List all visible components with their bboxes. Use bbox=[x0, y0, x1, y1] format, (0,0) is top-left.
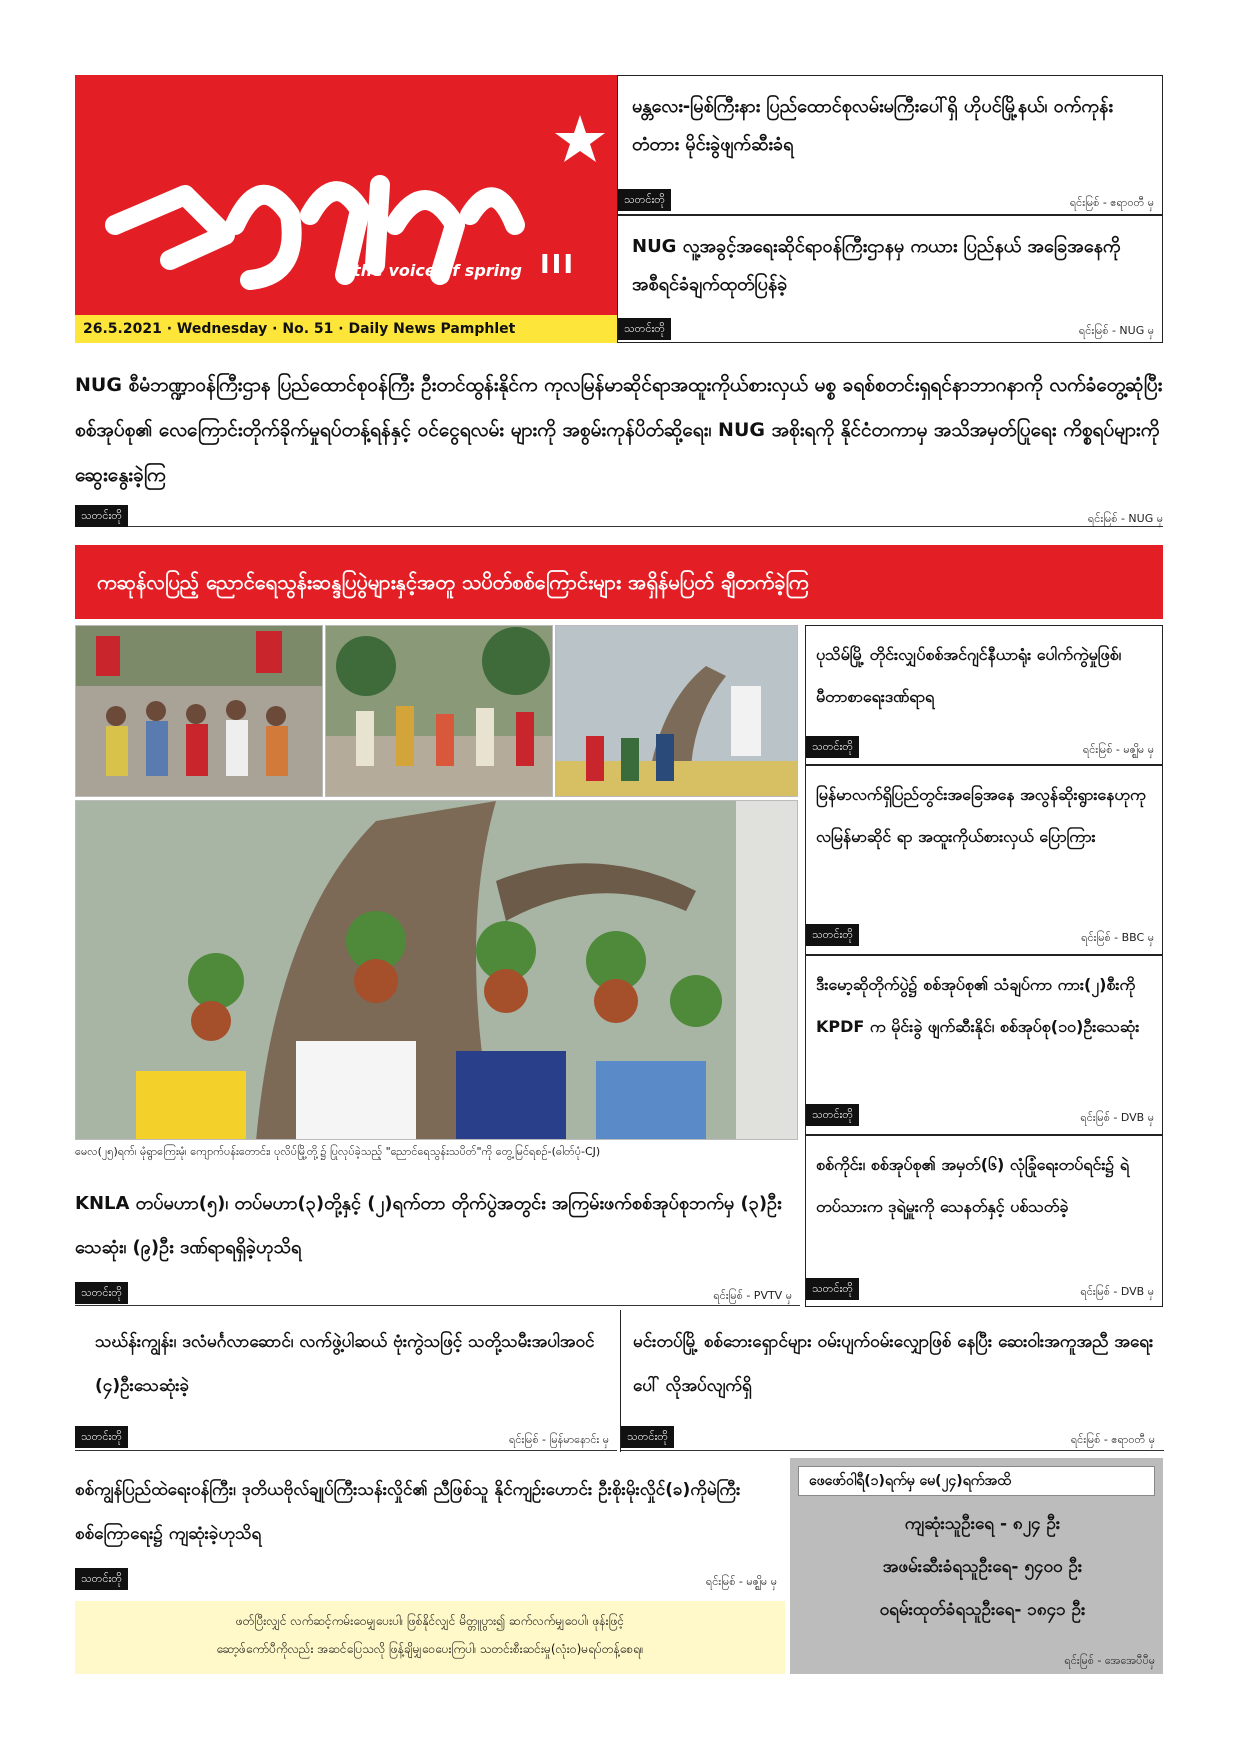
stats-arrested: အဖမ်းဆီးခံရသူဦးရေ- ၅၄၀၀ ဦး bbox=[882, 1557, 1083, 1577]
story-source: ရင်းမြစ် - NUG မှ bbox=[1087, 512, 1163, 525]
stats-warrants: ဝရမ်းထုတ်ခံရသူဦးရေ- ၁၈၄၁ ဦး bbox=[879, 1600, 1086, 1620]
story-source: ရင်းမြစ် - ဧရာဝတီ မှ bbox=[1069, 196, 1154, 209]
protest-photo-3 bbox=[555, 625, 798, 797]
story-source: ရင်းမြစ် - NUG မှ bbox=[1078, 324, 1154, 337]
news-tag: သတင်းတို bbox=[806, 1278, 859, 1300]
story-headline: မန္တလေး-မြစ်ကြီးနား ပြည်ထောင်စုလမ်းမကြီးပေါ်ရှိ ဟိုပင်မြို့နယ်၊ ဝက်ကုန်းတံတား မိုင်းခွဲဖျက်ဆီးခံရ bbox=[632, 96, 1113, 155]
protest-photo-1 bbox=[75, 625, 323, 797]
star-icon bbox=[555, 115, 605, 162]
footer-note bbox=[75, 1601, 785, 1674]
story-source: ရင်းမြစ် - DVB မှ bbox=[1080, 1111, 1154, 1124]
stats-title: ဖေဖော်ဝါရီ(၁)ရက်မှ မေ(၂၄)ရက်အထိ bbox=[798, 1466, 1155, 1496]
story-source: ရင်းမြစ် - မဇ္ဈိမ မှ bbox=[1082, 743, 1154, 756]
story-knla bbox=[75, 1170, 800, 1307]
news-tag: သတင်းတို bbox=[806, 736, 859, 758]
news-tag: သတင်းတို bbox=[618, 318, 671, 340]
stats-source: ရင်းမြစ် - အေအေပီပီမှ bbox=[1064, 1654, 1155, 1667]
dateline: 26.5.2021 · Wednesday · No. 51 · Daily News Pamphlet bbox=[75, 315, 617, 343]
story-source: ရင်းမြစ် - PVTV မှ bbox=[713, 1289, 792, 1302]
story-headline: NUG လူ့အခွင့်အရေးဆိုင်ရာဝန်ကြီးဌာနမှ ကယား ပြည်နယ် အခြေအနေကို အစီရင်ခံချက်ထုတ်ပြန်ခဲ့ bbox=[632, 236, 1121, 295]
story-right-1 bbox=[805, 625, 1163, 765]
story-source: ရင်းမြစ် - မြန်မာနောင်း မှ bbox=[509, 1433, 609, 1446]
story-right-4 bbox=[805, 1135, 1163, 1307]
story-headline: မင်းတပ်မြို့ စစ်ဘေးရှောင်များ ဝမ်းပျက်ဝမ်းလျှောဖြစ် နေပြီး ဆေးဝါးအကူအညီ အရေးပေါ် လိုအပ်လျက်ရှိ bbox=[633, 1332, 1154, 1396]
story-bottom-right bbox=[620, 1310, 1163, 1452]
story-source: ရင်းမြစ် - ဧရာဝတီ မှ bbox=[1070, 1433, 1155, 1446]
story-source: ရင်းမြစ် - DVB မှ bbox=[1080, 1285, 1154, 1298]
photo-caption: မေလ(၂၅)ရက်၊ မုံရွာကြေးမုံ၊ ကျောက်ပန်းတောင်း၊ ပုလိပ်မြို့တို့၌ ပြုလုပ်ခဲ့သည့် "ညောင်ရေသွန်းသပိတ်"ကို တွေ့မြင်ရစဉ်-(ဓါတ်ပုံ-CJ) bbox=[75, 1145, 601, 1158]
news-tag: သတင်းတို bbox=[75, 1568, 128, 1590]
story-headline: စစ်ကျွန်ပြည်ထဲရေးဝန်ကြီး၊ ဒုတိယဗိုလ်ချုပ်ကြီးသန်းလှိုင်၏ ညီဖြစ်သူ နိုင်ကျဉ်းဟောင်း ဦးစိုးမိုးလှိုင်(ခ)ကိုမဲကြီး စစ်ကြောရေး၌ ကျဆုံးခဲ့ဟုသိရ bbox=[75, 1480, 741, 1544]
divider bbox=[75, 1305, 800, 1306]
news-tag: သတင်းတို bbox=[621, 1426, 674, 1448]
news-tag: သတင်းတို bbox=[75, 1426, 128, 1448]
protest-photo-2 bbox=[325, 625, 553, 797]
story-source: ရင်းမြစ် - BBC မှ bbox=[1081, 931, 1154, 944]
divider bbox=[75, 1450, 617, 1451]
footer-line-1: ဖတ်ပြီးလျှင် လက်ဆင့်ကမ်းဝေမျှပေးပါ၊ ဖြစ်နိုင်လျှင် မိတ္တူပွား၍ ဆက်လက်မျှဝေပါ၊ ဖုန်းဖြင့် bbox=[235, 1614, 625, 1628]
story-headline: ပုသိမ်မြို့ တိုင်းလျှပ်စစ်အင်ဂျင်နီယာရုံး ပေါက်ကွဲမှုဖြစ်၊ မီတာစာရေးဒဏ်ရာရ bbox=[816, 645, 1122, 706]
logo-mark bbox=[75, 75, 617, 315]
casualty-stats-box bbox=[790, 1458, 1163, 1674]
story-top-right-2 bbox=[617, 215, 1163, 343]
main-protest-photo bbox=[75, 800, 798, 1140]
banner-headline: ကဆုန်လပြည့် ညောင်ရေသွန်းဆန္ဒပြပွဲများနှင့်အတူ သပိတ်စစ်ကြောင်းများ အရှိန်မပြတ် ချီတက်ခဲ့ကြ bbox=[75, 545, 1163, 619]
story-top-right-1 bbox=[617, 75, 1163, 215]
footer-line-2: ဆော့ဖ်ကော်ပီကိုလည်း အဆင်ပြေသလို ဖြန့်ချိမျှဝေပေးကြပါ၊ သတင်းစီးဆင်းမှု(လုံး၀)မရပ်တန့်စေရ။ bbox=[216, 1642, 644, 1656]
story-headline: KNLA တပ်မဟာ(၅)၊ တပ်မဟာ(၃)တို့နှင့် (၂)ရက်တာ တိုက်ပွဲအတွင်း အကြမ်းဖက်စစ်အုပ်စုဘက်မှ (၃)ဦးသေဆုံး၊ (၉)ဦး ဒဏ်ရာရရှိခဲ့ဟုသိရ bbox=[75, 1193, 782, 1258]
story-last bbox=[75, 1458, 785, 1598]
story-source: ရင်းမြစ် - မဇ္ဈိမ မှ bbox=[705, 1575, 777, 1588]
news-tag: သတင်းတို bbox=[75, 505, 128, 527]
divider bbox=[621, 1450, 1164, 1451]
masthead-logo bbox=[75, 75, 617, 343]
news-tag: သတင်းတို bbox=[75, 1282, 128, 1304]
news-tag: သတင်းတို bbox=[618, 189, 671, 211]
masthead-tagline: the voice of spring bbox=[353, 261, 522, 280]
story-right-3 bbox=[805, 955, 1163, 1135]
story-right-2 bbox=[805, 765, 1163, 955]
stats-killed: ကျဆုံးသူဦးရေ - ၈၂၄ ဦး bbox=[904, 1514, 1061, 1534]
news-tag: သတင်းတို bbox=[806, 1104, 859, 1126]
story-headline: မြန်မာလက်ရှိပြည်တွင်းအခြေအနေ အလွန်ဆိုးရွားနေဟုကုလမြန်မာဆိုင် ရာ အထူးကိုယ်စားလှယ် ပြောကြား bbox=[816, 785, 1146, 846]
news-tag: သတင်းတို bbox=[806, 924, 859, 946]
lead-headline: NUG စီမံဘဏ္ဍာဝန်ကြီးဌာန ပြည်ထောင်စုဝန်ကြီး ဦးတင်ထွန်းနိုင်က ကုလမြန်မာဆိုင်ရာအထူးကိုယ်စားလှယ် မစ္စ ခရစ်စတင်းရှရင်နာဘာဂနာကို လက်ခံတွေ့ဆုံပြီး စစ်အုပ်စု၏ လေကြောင်းတိုက်ခိုက်မှုရပ်တန့်ရန်နှင့် ဝင်ငွေရလမ်း များကို အစွမ်းကုန်ပိတ်ဆို့ရေး၊ NUG အစိုးရကို နိုင်ငံတကာမှ အသိအမှတ်ပြုရေး ကိစ္စရပ်များကို ဆွေးနွေးခဲ့ကြ bbox=[75, 374, 1163, 486]
story-headline: ဒီးမော့ဆိုတိုက်ပွဲ၌ စစ်အုပ်စု၏ သံချပ်ကာ ကား(၂)စီးကို KPDF က မိုင်းခွဲ ဖျက်ဆီးနိုင်၊ စစ်အုပ်စု(၁၀)ဦးသေဆုံး bbox=[816, 975, 1140, 1036]
masthead-bars: III bbox=[540, 250, 576, 280]
divider bbox=[75, 526, 1163, 527]
lead-story bbox=[75, 355, 1163, 535]
story-headline: စစ်ကိုင်း၊ စစ်အုပ်စု၏ အမှတ်(၆) လုံခြုံရေးတပ်ရင်း၌ ရဲတပ်သားက ဒုရဲမှူးကို သေနတ်နှင့် ပစ်သတ်ခဲ့ bbox=[816, 1155, 1130, 1216]
story-bottom-left bbox=[75, 1310, 617, 1452]
story-headline: သဃ်န်းကျွန်း၊ ဒလံမင်္ဂလာဆောင်၊ လက်ဖွဲ့ပါဆယ် ဗုံးကွဲသဖြင့် သတို့သမီးအပါအဝင် (၄)ဦးသေဆုံးခဲ့ bbox=[95, 1332, 595, 1396]
